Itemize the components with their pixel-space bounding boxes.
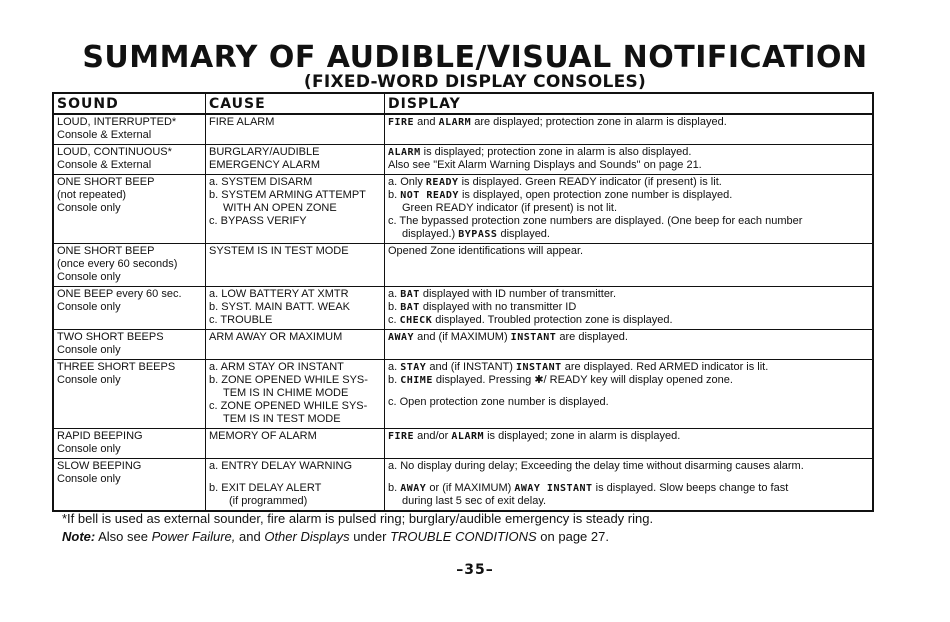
- sound-text: LOUD, CONTINUOUS*: [57, 146, 172, 158]
- spacer: [388, 387, 869, 396]
- display-text-part: displayed with no transmitter ID: [419, 301, 577, 313]
- cause-text: FIRE ALARM: [209, 116, 275, 128]
- table-row: [53, 459, 873, 512]
- display-cell: [385, 175, 874, 244]
- display-text: [388, 314, 869, 327]
- display-word: AWAY INSTANT: [514, 483, 593, 494]
- sound-text: Console only: [57, 443, 121, 455]
- display-text: [388, 146, 869, 159]
- sound-text: SLOW BEEPING: [57, 460, 142, 472]
- display-text-part: and (if INSTANT): [426, 361, 516, 373]
- display-cell: [385, 244, 874, 287]
- display-text-part: displayed.: [497, 228, 550, 240]
- notification-table: [52, 92, 874, 512]
- sound-text: Console only: [57, 473, 121, 485]
- table-row: [53, 287, 873, 330]
- display-cell: [385, 330, 874, 360]
- display-text-part: a.: [388, 288, 401, 300]
- display-text: [388, 331, 869, 344]
- sound-cell: [53, 244, 206, 287]
- page-number: –35–: [456, 562, 494, 578]
- display-word: ALARM: [438, 117, 472, 128]
- display-text: c. The bypassed protection zone numbers are displayed. (One beep for each number: [388, 215, 803, 227]
- cause-text: BURGLARY/AUDIBLE: [209, 146, 320, 158]
- display-word: BAT: [400, 302, 420, 313]
- display-word: INSTANT: [515, 362, 562, 373]
- cause-text: a. LOW BATTERY AT XMTR: [209, 288, 349, 300]
- display-text-part: is displayed; protection zone in alarm is also displayed.: [420, 146, 692, 158]
- display-text-part: displayed with ID number of transmitter.: [419, 288, 617, 300]
- display-text-part: b.: [388, 189, 401, 201]
- display-text-part: a. Only: [388, 176, 426, 188]
- cause-text: TEM IS IN TEST MODE: [223, 413, 341, 425]
- table-row: [53, 429, 873, 459]
- cause-cell: [206, 287, 385, 330]
- display-text-part: and (if MAXIMUM): [414, 331, 511, 343]
- footnote: *If bell is used as external sounder, fire alarm is pulsed ring; burglary/audible emergency is steady ring.: [62, 511, 654, 526]
- table-header-row: [53, 93, 873, 114]
- page-subtitle: (FIXED-WORD DISPLAY CONSOLES): [303, 72, 647, 92]
- cause-cell: [206, 429, 385, 459]
- display-text-part: or (if MAXIMUM): [426, 482, 515, 494]
- cause-cell: [206, 360, 385, 429]
- spacer: [388, 473, 869, 482]
- cause-text: a. ARM STAY OR INSTANT: [209, 361, 344, 373]
- cause-text: a. SYSTEM DISARM: [209, 176, 313, 188]
- sound-cell: [53, 287, 206, 330]
- note-italic: TROUBLE CONDITIONS: [390, 529, 537, 544]
- display-text: [388, 430, 869, 443]
- cause-cell: [206, 244, 385, 287]
- sound-text: (not repeated): [57, 189, 127, 201]
- display-cell: [385, 429, 874, 459]
- sound-text: RAPID BEEPING: [57, 430, 143, 442]
- cause-cell: [206, 330, 385, 360]
- display-text: c. Open protection zone number is displayed.: [388, 396, 609, 408]
- display-text-part: is displayed. Green READY indicator (if present) is lit.: [458, 176, 722, 188]
- cause-cell: [206, 175, 385, 244]
- display-cell: [385, 145, 874, 175]
- display-text-part: and/or: [414, 430, 452, 442]
- header-display: DISPLAY: [385, 93, 874, 114]
- display-text-part: is displayed. Slow beeps change to fast: [592, 482, 789, 494]
- cause-text: b. EXIT DELAY ALERT: [209, 482, 322, 494]
- display-text: [388, 361, 869, 374]
- display-text-part: are displayed; protection zone in alarm is displayed.: [471, 116, 727, 128]
- note-text: on page 27.: [536, 529, 609, 544]
- display-text-part: displayed. Troubled protection zone is displayed.: [432, 314, 673, 326]
- display-text-part: are displayed.: [556, 331, 628, 343]
- display-cell: [385, 287, 874, 330]
- sound-cell: [53, 145, 206, 175]
- sound-text: Console only: [57, 301, 121, 313]
- display-word: STAY: [400, 362, 427, 373]
- cause-text: TEM IS IN CHIME MODE: [223, 387, 349, 399]
- sound-text: ONE SHORT BEEP: [57, 176, 155, 188]
- table-row: [53, 244, 873, 287]
- display-cell: [385, 360, 874, 429]
- spacer: [209, 473, 381, 482]
- display-word: NOT READY: [400, 190, 459, 201]
- sound-text: TWO SHORT BEEPS: [57, 331, 164, 343]
- note-label: Note:: [62, 529, 96, 544]
- sound-text: ONE SHORT BEEP: [57, 245, 155, 257]
- display-text-part: are displayed. Red ARMED indicator is lit.: [561, 361, 769, 373]
- cause-text: c. ZONE OPENED WHILE SYS-: [209, 400, 368, 412]
- cause-text: a. ENTRY DELAY WARNING: [209, 460, 353, 472]
- cause-text: MEMORY OF ALARM: [209, 430, 317, 442]
- display-word: ALARM: [388, 147, 421, 158]
- cause-cell: [206, 114, 385, 145]
- cause-text: (if programmed): [229, 495, 308, 507]
- sound-cell: [53, 429, 206, 459]
- display-word: BYPASS: [458, 229, 498, 240]
- table-row: [53, 114, 873, 145]
- display-word: CHIME: [400, 375, 433, 386]
- sound-text: Console only: [57, 271, 121, 283]
- sound-cell: [53, 360, 206, 429]
- cause-text: ARM AWAY OR MAXIMUM: [209, 331, 343, 343]
- cause-text: EMERGENCY ALARM: [209, 159, 321, 171]
- table-row: [53, 360, 873, 429]
- cause-text: b. ZONE OPENED WHILE SYS-: [209, 374, 368, 386]
- sound-text: Console only: [57, 344, 121, 356]
- table-row: [53, 145, 873, 175]
- display-word: BAT: [400, 289, 420, 300]
- sound-text: LOUD, INTERRUPTED*: [57, 116, 177, 128]
- display-text: a. No display during delay; Exceeding the delay time without disarming causes alarm.: [388, 460, 804, 472]
- display-text: [388, 176, 869, 189]
- header-cause: CAUSE: [206, 93, 385, 114]
- sound-text: Console & External: [57, 129, 152, 141]
- table-row: [53, 175, 873, 244]
- display-text: [388, 301, 869, 314]
- display-text: Also see "Exit Alarm Warning Displays and Sounds" on page 21.: [388, 159, 702, 171]
- sound-text: Console only: [57, 202, 121, 214]
- display-word: FIRE: [388, 117, 415, 128]
- sound-cell: [53, 459, 206, 512]
- cause-text: c. BYPASS VERIFY: [209, 215, 307, 227]
- cause-text: WITH AN OPEN ZONE: [223, 202, 337, 214]
- header-sound: SOUND: [53, 93, 206, 114]
- sound-cell: [53, 330, 206, 360]
- display-text-part: is displayed; zone in alarm is displayed.: [484, 430, 681, 442]
- display-text-part: displayed.): [402, 228, 459, 240]
- display-text-part: and: [414, 116, 439, 128]
- display-text: [388, 116, 869, 129]
- note-text: and: [235, 529, 265, 544]
- sound-text: ONE BEEP every 60 sec.: [57, 288, 182, 300]
- cause-cell: [206, 145, 385, 175]
- cause-text: SYSTEM IS IN TEST MODE: [209, 245, 349, 257]
- display-text: [388, 482, 869, 495]
- note-italic: Other Displays: [264, 529, 350, 544]
- sound-text: (once every 60 seconds): [57, 258, 178, 270]
- display-cell: [385, 114, 874, 145]
- display-text: [388, 374, 869, 387]
- cause-text: b. SYSTEM ARMING ATTEMPT: [209, 189, 366, 201]
- display-text-part: b.: [388, 482, 401, 494]
- page-title: SUMMARY OF AUDIBLE/VISUAL NOTIFICATION: [82, 40, 868, 75]
- display-text-part: c.: [388, 314, 400, 326]
- sound-text: THREE SHORT BEEPS: [57, 361, 176, 373]
- note-text: under: [349, 529, 391, 544]
- note: [62, 529, 609, 544]
- sound-cell: [53, 175, 206, 244]
- display-text-part: displayed. Pressing ✱/ READY key will display opened zone.: [432, 374, 733, 386]
- display-word: CHECK: [399, 315, 433, 326]
- sound-text: Console only: [57, 374, 121, 386]
- display-text: during last 5 sec of exit delay.: [402, 495, 547, 507]
- cause-text: c. TROUBLE: [209, 314, 273, 326]
- display-text: [388, 189, 869, 202]
- display-text-part: b.: [388, 301, 401, 313]
- sound-text: Console & External: [57, 159, 152, 171]
- cause-cell: [206, 459, 385, 512]
- sound-cell: [53, 114, 206, 145]
- note-italic: Power Failure,: [151, 529, 236, 544]
- display-cell: [385, 459, 874, 512]
- cause-text: b. SYST. MAIN BATT. WEAK: [209, 301, 350, 313]
- display-text-part: b.: [388, 374, 401, 386]
- display-text-part: is displayed, open protection zone number is displayed.: [458, 189, 733, 201]
- display-word: FIRE: [388, 431, 415, 442]
- display-text-part: a.: [388, 361, 401, 373]
- display-word: ALARM: [451, 431, 485, 442]
- display-text: [388, 228, 869, 241]
- display-word: AWAY: [400, 483, 427, 494]
- note-text: Also see: [95, 529, 152, 544]
- display-word: AWAY: [388, 332, 415, 343]
- display-text: [388, 288, 869, 301]
- display-word: INSTANT: [510, 332, 557, 343]
- display-text: Opened Zone identifications will appear.: [388, 245, 584, 257]
- table-row: [53, 330, 873, 360]
- display-word: READY: [425, 177, 459, 188]
- display-text: Green READY indicator (if present) is not lit.: [402, 202, 617, 214]
